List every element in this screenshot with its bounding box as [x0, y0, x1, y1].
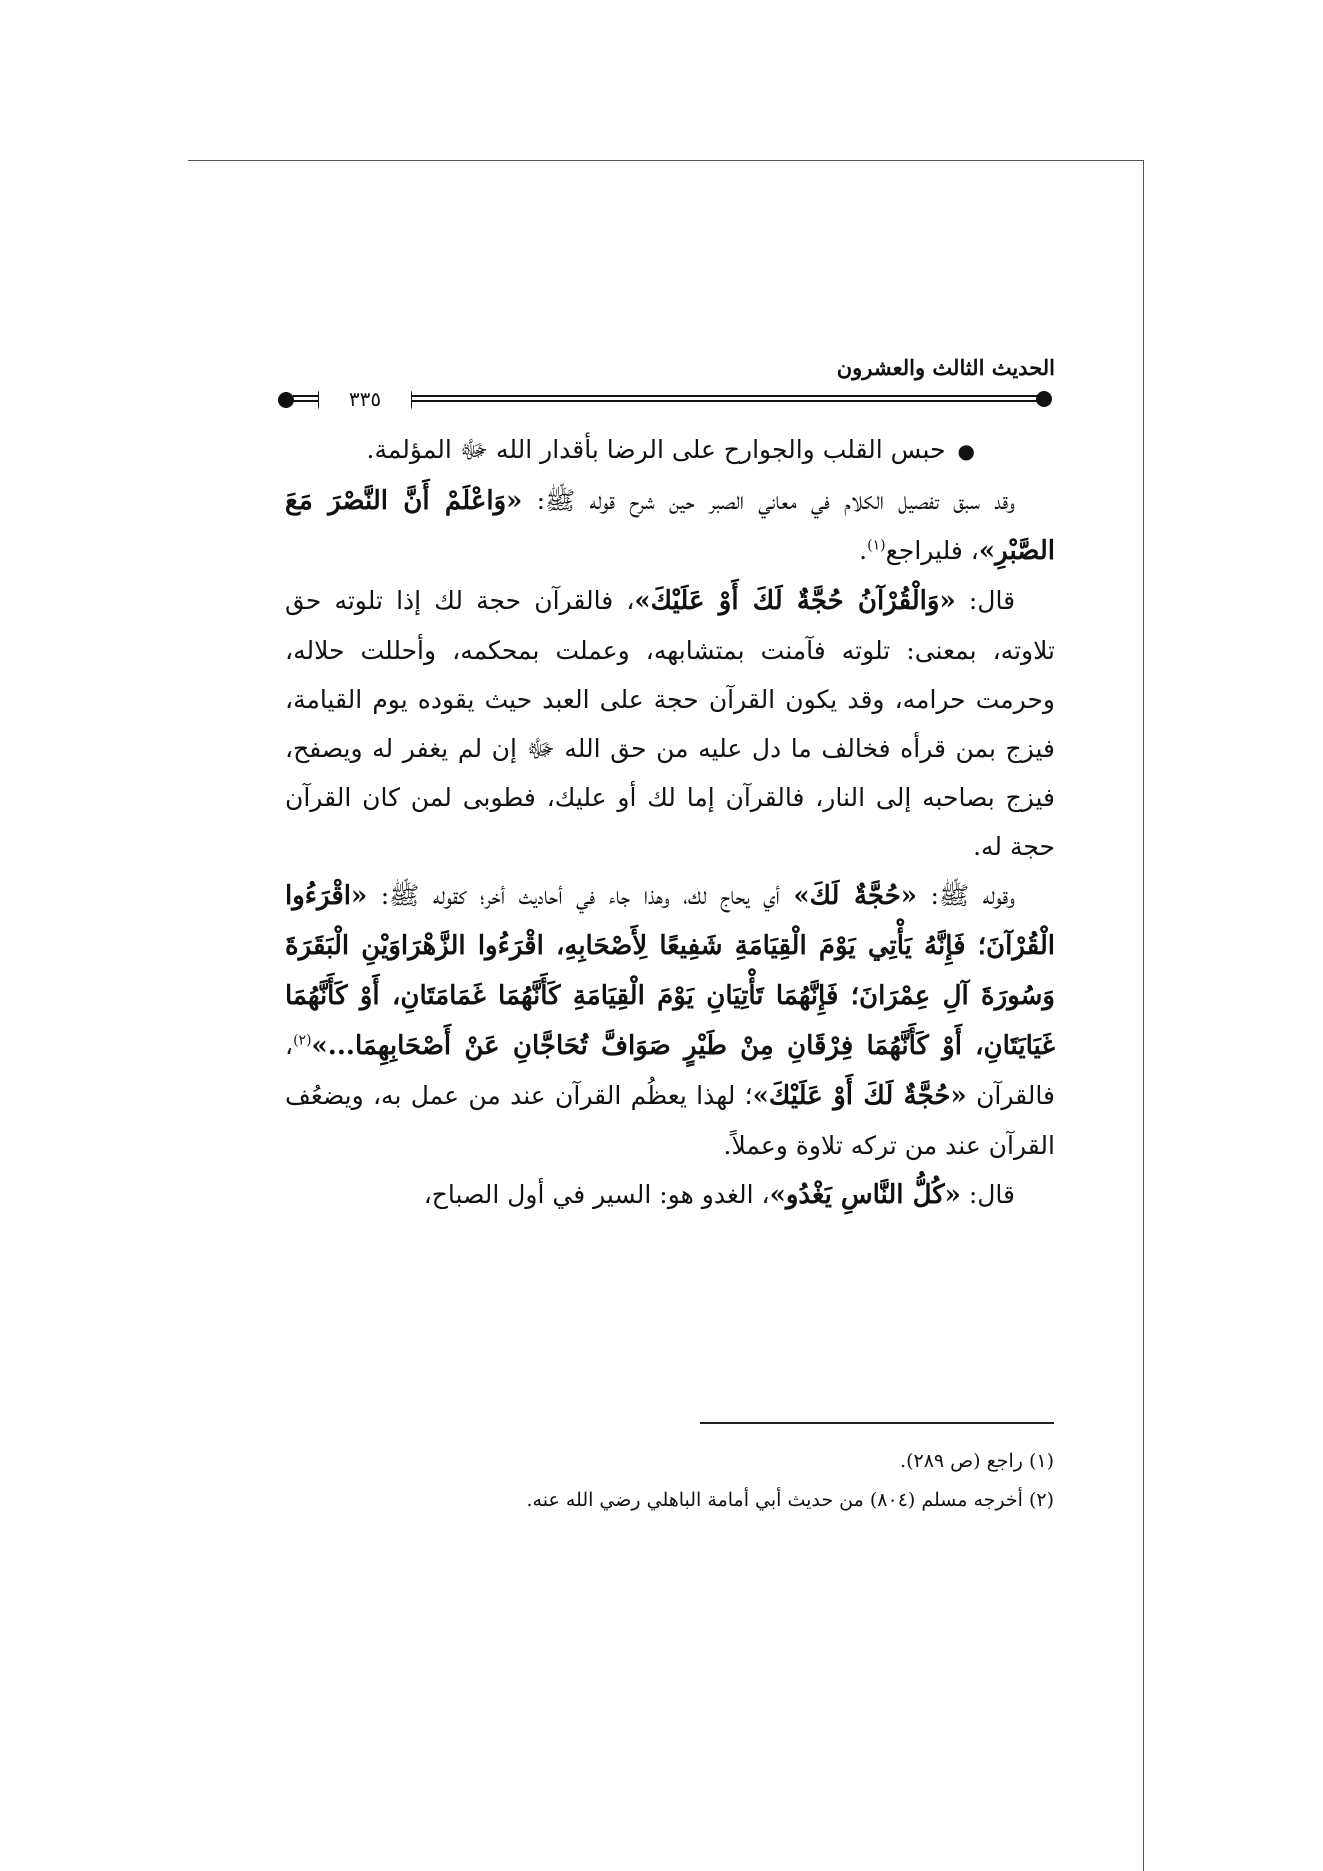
page-number: ٣٣٥	[319, 386, 411, 412]
paragraph-5	[285, 1170, 1055, 1220]
main-text	[285, 425, 1055, 1220]
footnote-separator	[700, 1422, 1054, 1424]
paragraph-3-text: ، فالقرآن حجة لك إذا تلوته حق تلاوته، بمعنى: تلوته فآمنت بمتشابهه، وعملت بمحكمه، وأحللت حلاله، وحرمت حرامه، وقد يكون القرآن حجة على العبد حيث يقوده يوم القيامة، فيزج بمن قرأه فخالف ما دل عليه من حق الله ﷻ إن لم يغفر له ويصفح، فيزج بصاحبه إلى النار، فالقرآن إما لك أو عليك، فطوبى لمن كان القرآن حجة له.	[285, 586, 1055, 861]
hadith-quote: «حُجَّةٌ لَكَ»	[793, 881, 918, 911]
paragraph-2	[285, 476, 1055, 576]
paragraph-4	[285, 871, 1055, 1170]
paragraph-5-text: ، الغدو هو: السير في أول الصباح،	[423, 1180, 770, 1209]
chapter-title: الحديث الثالث والعشرون	[836, 355, 1055, 380]
trim-mark-top	[188, 160, 1144, 161]
hadith-quote: «وَاعْلَمْ أَنَّ النَّصْرَ مَعَ الصَّبْرِ»	[285, 486, 1055, 566]
paragraph-5-lead: قال:	[968, 1180, 1015, 1209]
footnote-2: (٢) أخرجه مسلم (٨٠٤) من حديث أبي أمامة الباهلي رضي الله عنه.	[526, 1489, 1054, 1511]
paragraph-4-text-2: ، فالقرآن	[285, 1031, 1055, 1110]
footnote-ref-1[interactable]: (١)	[867, 537, 886, 554]
paragraph-3	[285, 576, 1055, 871]
footnotes	[500, 1442, 1054, 1520]
running-header	[275, 355, 1055, 415]
paragraph-3-lead: قال:	[968, 586, 1016, 615]
paragraph-1	[285, 425, 1055, 476]
paragraph-2-after: ، فليراجع	[885, 536, 979, 565]
footnote-1: (١) راجع (ص ٢٨٩).	[900, 1450, 1054, 1472]
hadith-quote-long: «اقْرَءُوا الْقُرْآنَ؛ فَإِنَّهُ يَأْتِي يَوْمَ الْقِيَامَةِ شَفِيعًا لِأَصْحَابِهِ، اقْرَءُوا الزَّهْرَاوَيْنِ الْبَقَرَةَ وَسُورَةَ آلِ عِمْرَانَ؛ فَإِنَّهُمَا تَأْتِيَانِ يَوْمَ الْقِيَامَةِ كَأَنَّهُمَا غَمَامَتَانِ، أَوْ كَأَنَّهُمَا غَيَايَتَانِ، أَوْ كَأَنَّهُمَا فِرْقَانِ مِنْ طَيْرٍ صَوَافَّ تُحَاجَّانِ عَنْ أَصْحَابِهِمَا...»	[285, 881, 1055, 1061]
paragraph-1-text: حبس القلب والجوارح على الرضا بأقدار الله ﷻ المؤلمة.	[366, 435, 946, 464]
trim-mark-right	[1143, 160, 1144, 1871]
paragraph-2-text: وقد سبق تفصيل الكلام في معاني الصبر حين شرح قوله ﷺ:	[536, 486, 1015, 515]
paragraph-2-end: .	[859, 536, 868, 565]
hadith-quote: «وَالْقُرْآنُ حُجَّةٌ لَكَ أَوْ عَلَيْكَ»	[634, 586, 956, 616]
hadith-quote: «كُلُّ النَّاسِ يَغْدُو»	[769, 1180, 961, 1210]
paragraph-4-text-1: أي يحاج لك، وهذا جاء في أحاديث أخر؛ كقوله ﷺ:	[380, 881, 794, 910]
bullet-icon: ●	[957, 439, 975, 463]
hadith-quote: «حُجَّةٌ لَكَ أَوْ عَلَيْكَ»	[752, 1081, 967, 1111]
paragraph-4-lead: وقوله ﷺ:	[930, 881, 1015, 910]
paragraph-4-text-3: ؛ لهذا يعظُم القرآن عند من عمل به، ويضعُف القرآن عند من تركه تلاوة وعملاً.	[285, 1081, 1055, 1160]
footnote-ref-2[interactable]: (٢)	[293, 1032, 312, 1049]
